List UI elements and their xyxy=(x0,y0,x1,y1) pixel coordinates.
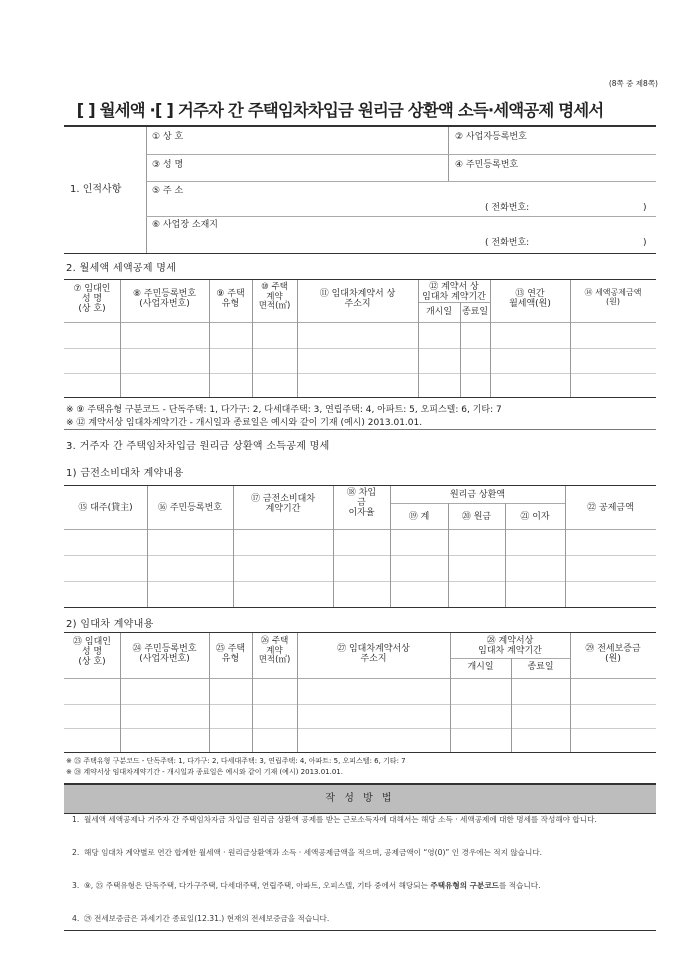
s3a-col xyxy=(390,486,391,607)
s2-header-line xyxy=(64,322,656,323)
label-address: ⑤ 주 소 xyxy=(152,186,184,196)
s1-divider xyxy=(146,127,147,254)
s2-note-2: ※ ⑫ 계약서상 임대차계약기간 - 개시일과 종료일은 예시와 같이 기재 (예시) 2013.01.01. xyxy=(66,418,423,428)
instruction-3-emphasis: 주택유형의 구분코드 xyxy=(430,881,500,890)
instruction-2-text: 해당 임대차 계약별로 연간 합계한 월세액 · 원리금상환액과 소득 · 세액공제금액을 적으며, 공제금액이 “영(0)” 인 경우에는 적지 않습니다. xyxy=(84,848,543,857)
instruction-1-num: 1. xyxy=(72,815,80,824)
s1-row-line xyxy=(146,154,656,155)
col-lender-resident-no: ⑯ 주민등록번호 xyxy=(157,503,223,513)
col-area: ⑩ 주택 계약 면적(㎡) xyxy=(258,282,291,312)
col-contract-period: ⑫ 계약서 상 임대차 계약기간 xyxy=(422,282,486,303)
col-end: 종료일 xyxy=(461,307,489,317)
s2-row-line xyxy=(64,373,656,374)
label-name: ③ 성 명 xyxy=(152,160,184,170)
col-lender: ⑮ 대주(貸主) xyxy=(78,503,133,513)
s2-note-1: ※ ⑨ 주택유형 구분코드 - 단독주택: 1, 다가구: 2, 다세대주택: 3, 연립주택: 4, 아파트: 5, 오피스텔: 6, 기타: 7 xyxy=(66,405,502,415)
s3-note-1: ※ ㉕ 주택유형 구분코드 - 단독주택: 1, 다가구: 2, 다세대주택: 3, 연립주택: 4, 아파트: 5, 오피스텔: 6, 기타: 7 xyxy=(66,757,406,765)
col-repayment: 원리금 상환액 xyxy=(449,490,506,500)
instruction-1-text: 월세액 세액공제나 거주자 간 주택임차자금 차입금 원리금 상환액 공제를 받는 근로소득자에 대해서는 해당 소득 · 세액공제에 대한 명세를 작성해야 합니다. xyxy=(84,815,597,824)
col-interest: ㉑ 이자 xyxy=(520,512,550,522)
col-deduction: ㉒ 공제금액 xyxy=(587,503,634,513)
s2-heading: 2. 월세액 세액공제 명세 xyxy=(66,263,177,274)
col-contract-period-2: ㉘ 계약서상 임대차 계약기간 xyxy=(478,636,542,657)
s1-heading: 1. 인적사항 xyxy=(70,184,122,195)
col-end-2: 종료일 xyxy=(527,662,554,672)
instructions-heading: 작 성 방 법 xyxy=(64,785,656,813)
col-total: ⑲ 계 xyxy=(408,512,430,522)
col-area-2: ㉖ 주택 계약 면적(㎡) xyxy=(258,636,291,666)
label-phone-2: ( 전화번호: xyxy=(485,238,530,248)
s2-bottom-rule xyxy=(64,397,656,398)
instruction-4-num: 4. xyxy=(72,914,80,923)
label-phone: ( 전화번호: xyxy=(485,203,530,213)
col-house-type: ⑨ 주택 유형 xyxy=(216,289,245,310)
col-landlord-2: ㉓ 임대인 성 명 (상 호) xyxy=(73,637,111,668)
label-biz-no: ② 사업자등록번호 xyxy=(455,132,527,142)
s3a-top-rule xyxy=(64,485,656,486)
col-resident-no: ⑧ 주민등록번호 (사업자번호) xyxy=(132,289,197,310)
s3b-top-rule xyxy=(64,632,656,633)
instruction-1 xyxy=(72,812,654,828)
col-principal: ⑳ 원금 xyxy=(461,512,492,522)
form-title: [ ] 월세액 ·[ ] 거주자 간 주택임차차입금 원리금 상환액 소득·세액공제 명세서 xyxy=(76,101,604,120)
s3-note-2: ※ ㉘ 계약서상 임대차계약기간 - 개시일과 종료일은 예시와 같이 기재 (예시) 2013.01.01. xyxy=(66,768,343,776)
col-start-2: 개시일 xyxy=(467,662,494,672)
s2-top-rule xyxy=(64,279,656,280)
col-interest-rate: ⑱ 차입 금 이자율 xyxy=(346,488,377,519)
instruction-2 xyxy=(72,845,654,861)
col-tax-credit: ⑭ 세액공제금액 (원) xyxy=(584,288,642,306)
s3b-row-line xyxy=(64,728,656,729)
phone-close-2: ) xyxy=(643,238,647,248)
s3a-header-line xyxy=(64,529,656,530)
s3-heading: 3. 거주자 간 주택임차차입금 원리금 상환액 소득공제 명세 xyxy=(66,441,330,452)
s1-bottom-rule xyxy=(64,253,656,254)
s1-row-line xyxy=(146,216,656,217)
instruction-3-num: 3. xyxy=(72,881,80,890)
s3b-header-line xyxy=(64,678,656,679)
label-resident-no: ④ 주민등록번호 xyxy=(455,160,519,170)
phone-close: ) xyxy=(643,203,647,213)
col-deposit: ㉙ 전세보증금 (원) xyxy=(585,644,641,665)
page-bottom-rule xyxy=(64,930,656,931)
s3a-row-line xyxy=(64,555,656,556)
s3b-row-line xyxy=(64,704,656,705)
s1-row-line xyxy=(146,181,656,182)
instructions-top-rule xyxy=(64,783,656,785)
col-resident-no-2: ㉔ 주민등록번호 (사업자번호) xyxy=(132,644,197,665)
instruction-2-num: 2. xyxy=(72,848,80,857)
s3-sub1: 1) 금전소비대차 계약내용 xyxy=(66,468,184,479)
instruction-4-text: ㉙ 전세보증금은 과세기간 종료일(12.31.) 현재의 전세보증금을 적습니다. xyxy=(84,914,330,923)
col-contract-address: ⑪ 임대차계약서 상 주소지 xyxy=(319,289,396,310)
s2-end-rule xyxy=(64,429,656,430)
col-house-type-2: ㉕ 주택 유형 xyxy=(215,644,246,665)
col-landlord: ⑦ 임대인 성 명 (상 호) xyxy=(73,284,111,315)
label-company: ① 상 호 xyxy=(152,132,184,142)
page-number: (8쪽 중 제8쪽) xyxy=(608,79,658,88)
col-contract-address-2: ㉗ 임대차계약서상 주소지 xyxy=(337,644,410,665)
instruction-4 xyxy=(72,911,654,927)
s3a-bottom-rule xyxy=(64,607,656,608)
s3a-sub-line xyxy=(390,503,565,504)
label-workplace: ⑥ 사업장 소재지 xyxy=(152,220,218,230)
s3b-bottom-rule xyxy=(64,752,656,753)
s3-sub2: 2) 임대차 계약내용 xyxy=(66,619,154,630)
s2-row-line xyxy=(64,348,656,349)
instruction-3-text xyxy=(84,878,654,894)
s3b-col xyxy=(511,658,512,752)
s3a-row-line xyxy=(64,581,656,582)
title-rule xyxy=(64,125,656,127)
instruction-3-part-a: ⑨, ㉕ 주택유형은 단독주택, 다가구주택, 다세대주택, 연립주택, 아파트, 오피스텔, 기타 중에서 해당되는 xyxy=(84,881,428,890)
col-annual-rent: ⑬ 연간 월세액(원) xyxy=(509,289,551,310)
col-start: 개시일 xyxy=(425,307,453,317)
col-loan-period: ⑰ 금전소비대차 계약기간 xyxy=(250,494,316,515)
instruction-3-part-c: 를 적습니다. xyxy=(499,881,541,890)
instruction-3 xyxy=(72,878,654,894)
s3b-sub-line xyxy=(450,658,570,659)
